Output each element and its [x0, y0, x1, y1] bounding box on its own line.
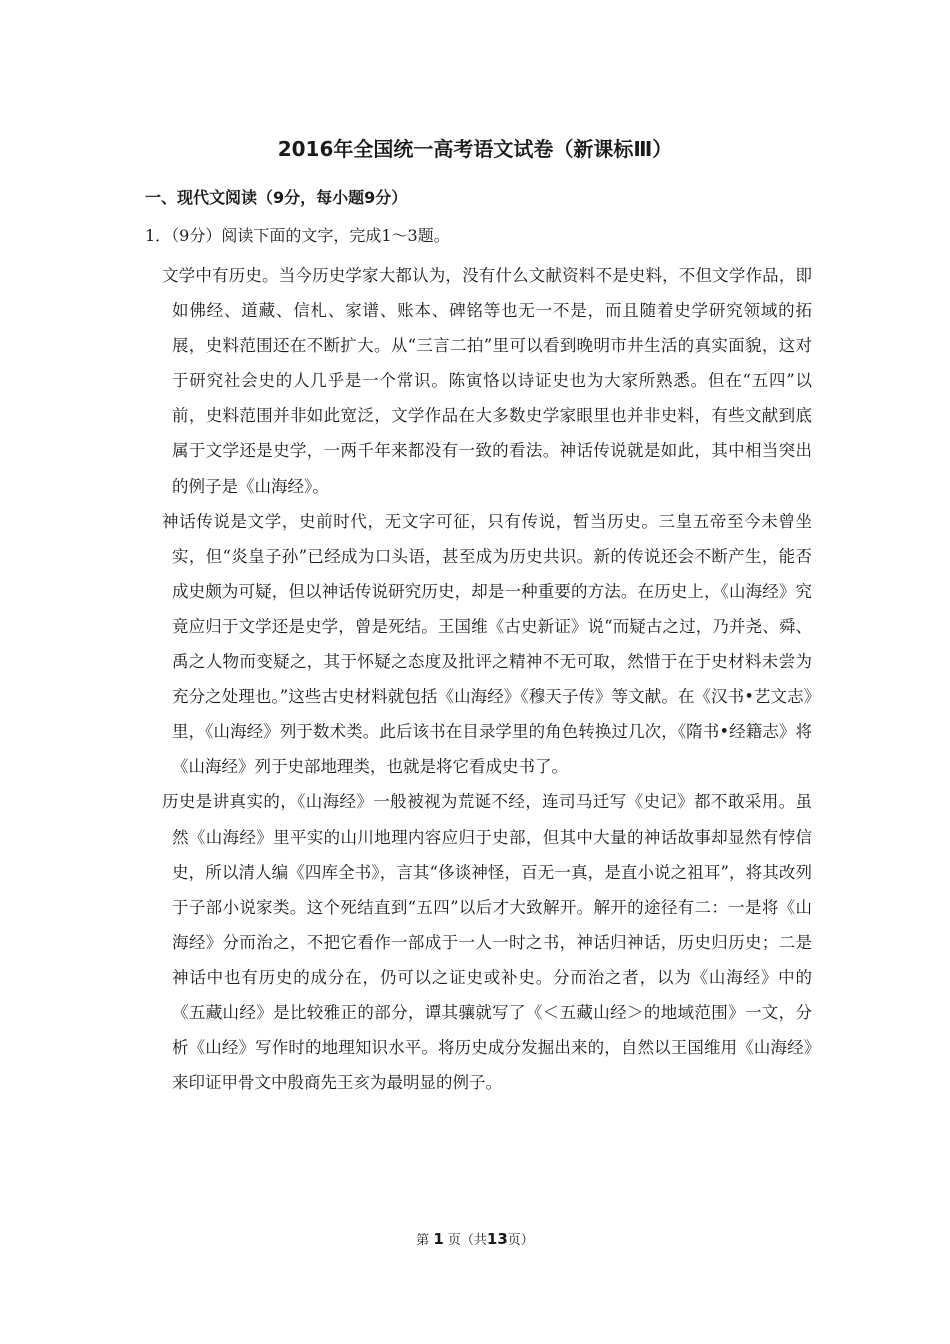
footer-middle: 页（共 [447, 1233, 487, 1248]
footer-total-pages: 13 [486, 1230, 508, 1248]
passage-paragraph-2: 神话传说是文学，史前时代，无文字可征，只有传说，暂当历史。三皇五帝至今未曾坐实，但“炎皇子孙”已经成为口头语，甚至成为历史共识。新的传说还会不断产生，能否成史颇为可疑，但以神话传说研究历史，却是一种重要的方法。在历史上，《山海经》究竟应归于文学还是史学，曾是死结。王国维《古史新证》说“而疑古之过，乃并尧、舜、禹之人物而变疑之，其于怀疑之态度及批评之精神不无可取，然惜于在于史材料未尝为充分之处理也。”这些古史材料就包括《山海经》《穆天子传》等文献。在《汉书•艺文志》里，《山海经》列于数术类。此后该书在目录学里的角色转换过几次，《隋书•经籍志》将《山海经》列于史部地理类，也就是将它看成史书了。 [162, 511, 812, 777]
passage-paragraph-3: 历史是讲真实的，《山海经》一般被视为荒诞不经，连司马迁写《史记》都不敢采用。虽然《山海经》里平实的山川地理内容应归于史部，但其中大量的神话故事却显然有悖信史，所以清人编《四库全书》，言其“侈谈神怪，百无一真，是直小说之祖耳”，将其改列于子部小说家类。这个死结直到“五四”以后才大致解开。解开的途径有二：一是将《山海经》分而治之，不把它看作一部成于一人一时之书，神话归神话，历史归历史；二是神话中也有历史的成分在，仍可以之证史或补史。分而治之者，以为《山海经》中的《五藏山经》是比较雅正的部分，谭其骧就写了《＜五藏山经＞的地域范围》一文，分析《山经》写作时的地理知识水平。将历史成分发掘出来的，自然以王国维用《山海经》来印证甲骨文中殷商先王亥为最明显的例子。 [162, 792, 812, 1093]
reading-passage [162, 258, 812, 1100]
footer-prefix: 第 [416, 1233, 430, 1248]
question-prompt: 1．（9分）阅读下面的文字，完成1～3题。 [145, 226, 450, 245]
passage-paragraph-1: 文学中有历史。当今历史学家大都认为，没有什么文献资料不是史料，不但文学作品，即如佛经、道藏、信札、家谱、账本、碑铭等也无一不是，而且随着史学研究领域的拓展，史料范围还在不断扩大。从“三言二拍”里可以看到晚明市井生活的真实面貌，这对于研究社会史的人几乎是一个常识。陈寅恪以诗证史也为大家所熟悉。但在“五四”以前，史料范围并非如此宽泛，文学作品在大多数史学家眼里也并非史料，有些文献到底属于文学还是史学，一两千年来都没有一致的看法。神话传说就是如此，其中相当突出的例子是《山海经》。 [162, 266, 812, 496]
page-footer [0, 1227, 950, 1253]
footer-page-number: 1 [433, 1230, 444, 1248]
section-heading: 一、现代文阅读（9分，每小题9分） [145, 188, 408, 207]
document-title: 2016年全国统一高考语文试卷（新课标Ⅲ） [277, 137, 673, 161]
footer-suffix: 页） [507, 1233, 534, 1248]
